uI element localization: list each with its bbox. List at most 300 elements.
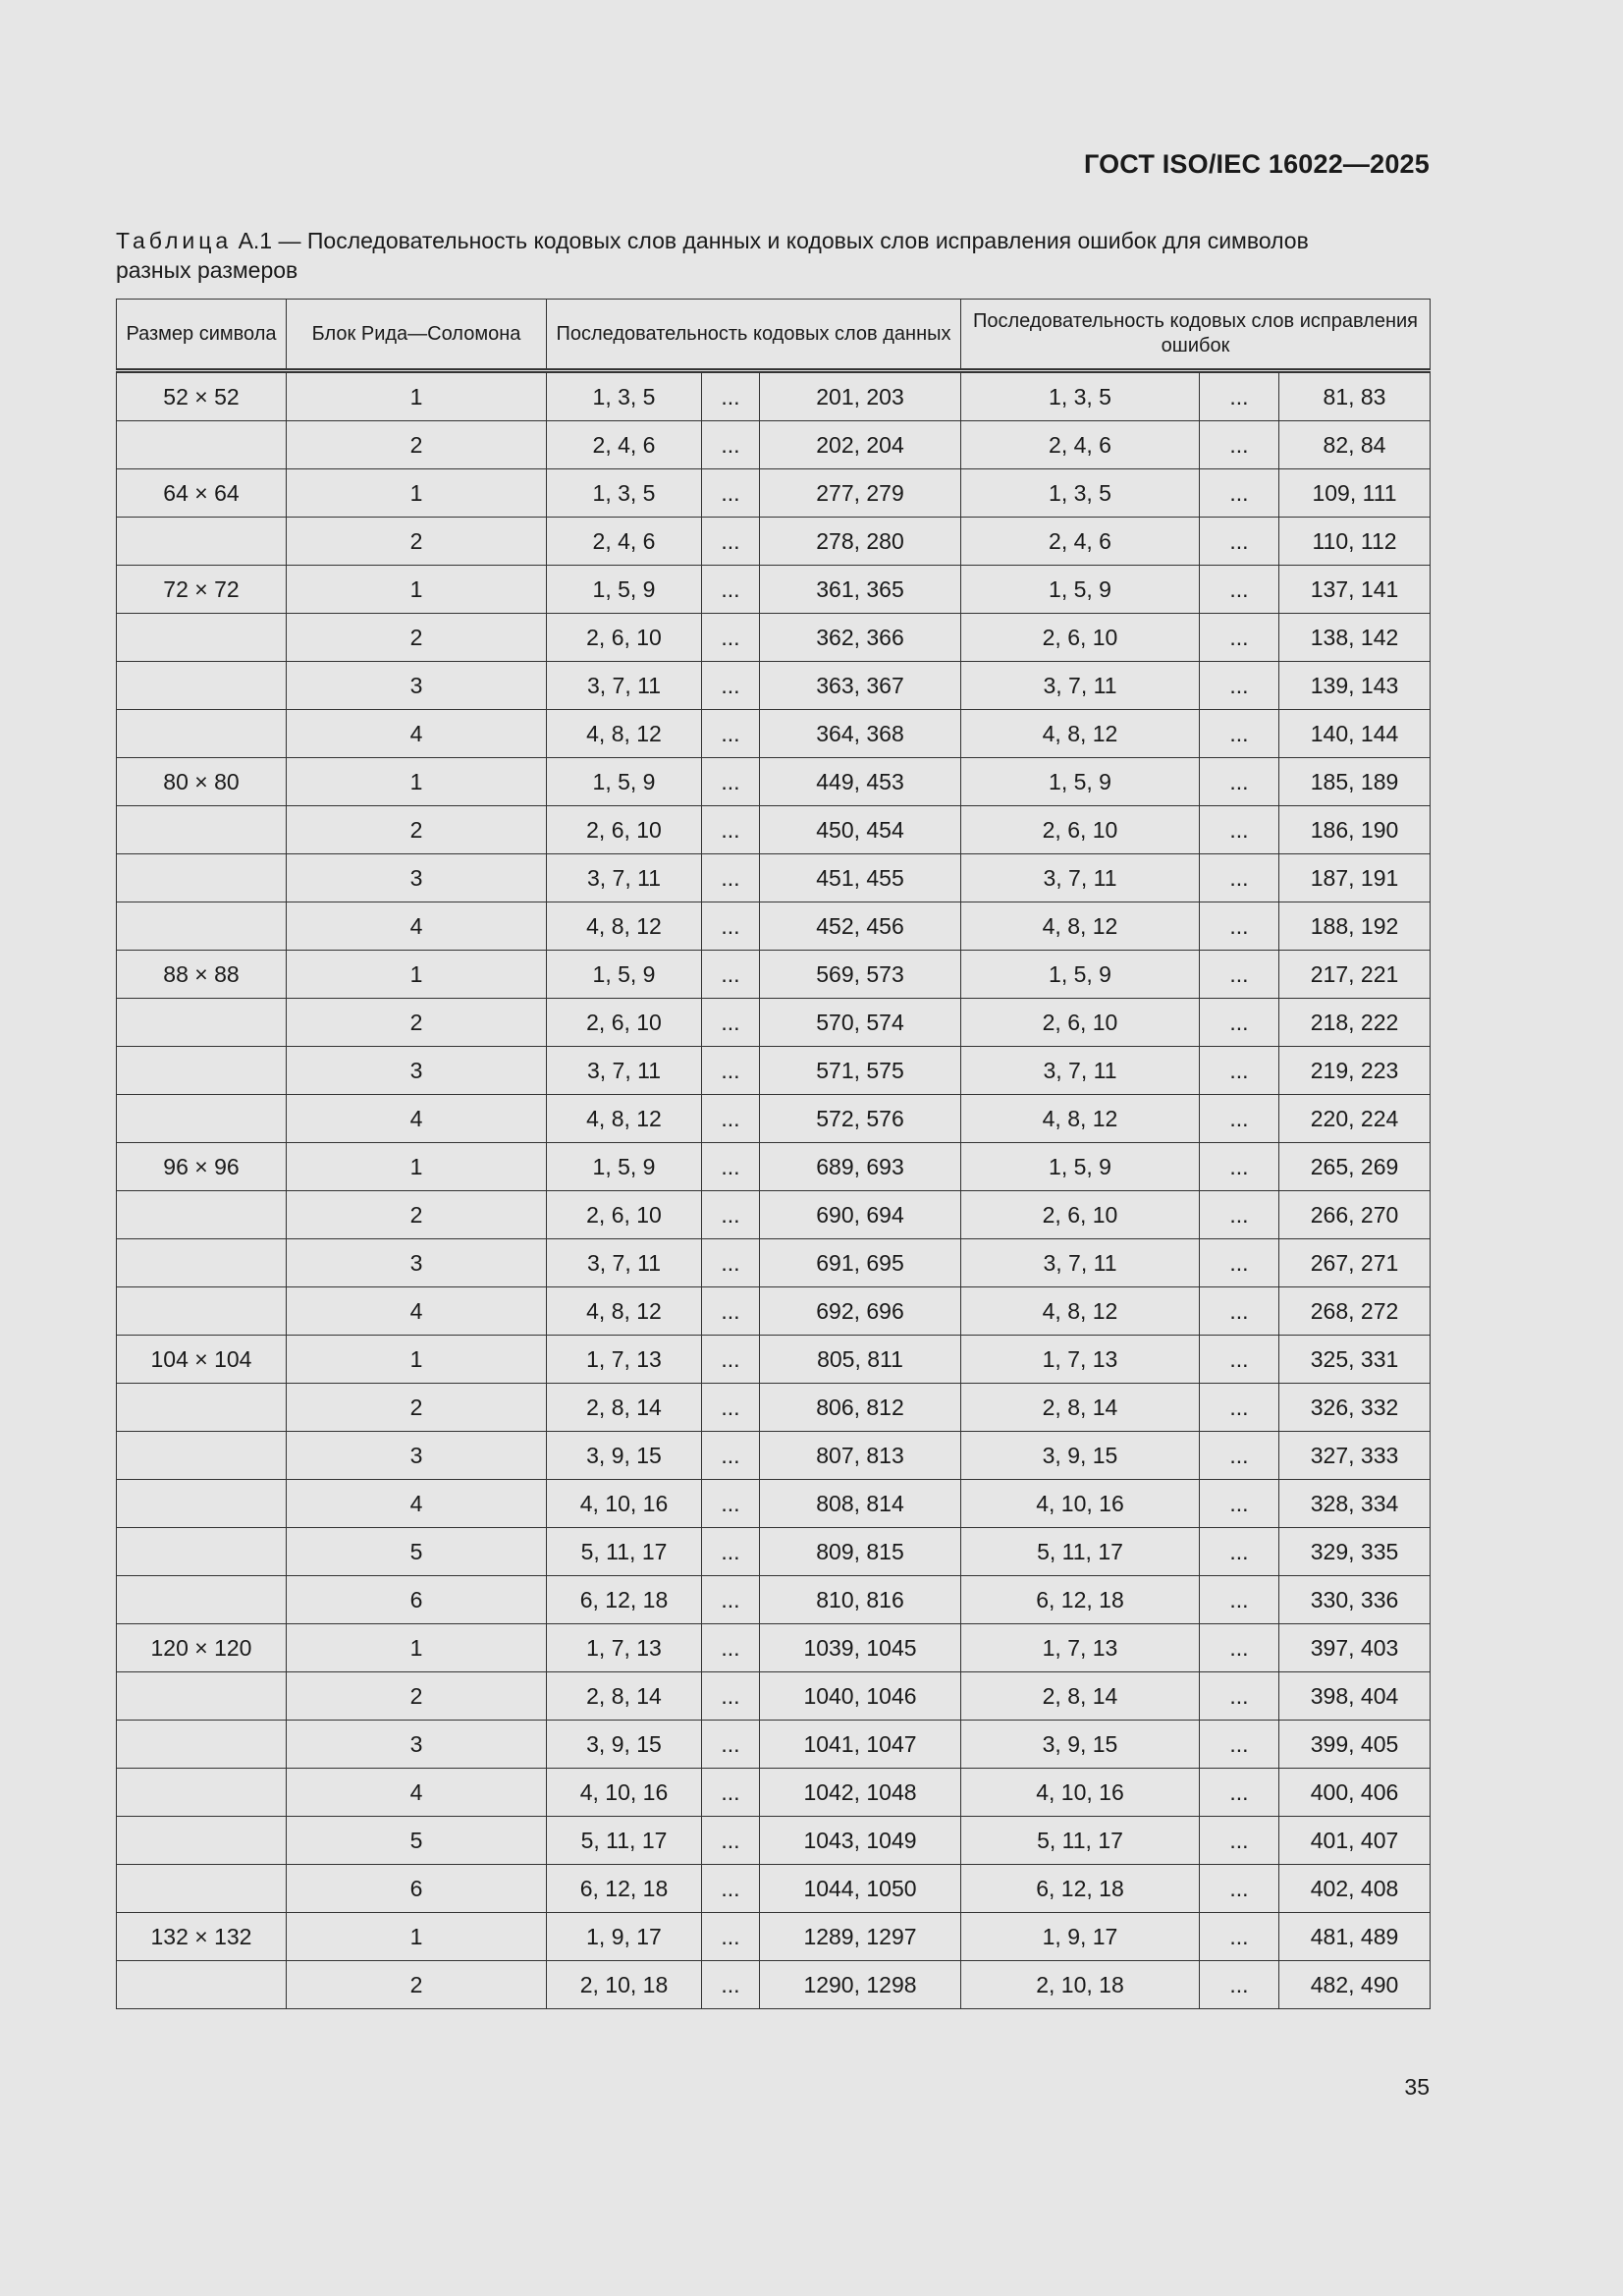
cell-rs-block: 6 [287,1865,547,1913]
cell-data-end: 806, 812 [760,1384,961,1432]
cell-data-end: 805, 811 [760,1336,961,1384]
cell-data-end: 362, 366 [760,614,961,662]
cell-ecc-ellipsis: ... [1200,999,1279,1047]
cell-ecc-start: 4, 8, 12 [961,710,1200,758]
cell-ecc-end: 326, 332 [1279,1384,1431,1432]
cell-rs-block: 1 [287,566,547,614]
cell-data-start: 4, 8, 12 [547,1287,702,1336]
cell-ecc-end: 81, 83 [1279,371,1431,421]
cell-ecc-start: 2, 10, 18 [961,1961,1200,2009]
table-row [117,1865,1431,1913]
cell-data-end: 363, 367 [760,662,961,710]
cell-ecc-end: 268, 272 [1279,1287,1431,1336]
cell-rs-block: 3 [287,1239,547,1287]
cell-symbol-size [117,1528,287,1576]
cell-data-end: 277, 279 [760,469,961,518]
cell-ecc-ellipsis: ... [1200,662,1279,710]
cell-data-end: 809, 815 [760,1528,961,1576]
cell-rs-block: 3 [287,854,547,902]
cell-data-start: 3, 7, 11 [547,662,702,710]
cell-symbol-size [117,518,287,566]
table-row [117,710,1431,758]
cell-ecc-end: 188, 192 [1279,902,1431,951]
cell-ecc-ellipsis: ... [1200,1047,1279,1095]
cell-ecc-end: 265, 269 [1279,1143,1431,1191]
cell-rs-block: 4 [287,1095,547,1143]
table-row [117,1961,1431,2009]
cell-data-ellipsis: ... [702,999,760,1047]
caption-label: Таблица [116,228,233,253]
table-row [117,1191,1431,1239]
cell-ecc-start: 5, 11, 17 [961,1528,1200,1576]
cell-data-ellipsis: ... [702,902,760,951]
cell-data-end: 1039, 1045 [760,1624,961,1672]
cell-data-start: 1, 5, 9 [547,758,702,806]
cell-ecc-end: 398, 404 [1279,1672,1431,1721]
table-row [117,662,1431,710]
table-row [117,1576,1431,1624]
cell-data-end: 810, 816 [760,1576,961,1624]
cell-ecc-end: 110, 112 [1279,518,1431,566]
cell-ecc-end: 481, 489 [1279,1913,1431,1961]
document-header: ГОСТ ISO/IEC 16022—2025 [1083,149,1430,179]
cell-ecc-end: 218, 222 [1279,999,1431,1047]
cell-ecc-start: 1, 7, 13 [961,1336,1200,1384]
cell-ecc-start: 1, 9, 17 [961,1913,1200,1961]
cell-ecc-start: 3, 7, 11 [961,854,1200,902]
cell-rs-block: 2 [287,1384,547,1432]
cell-ecc-start: 1, 5, 9 [961,758,1200,806]
table-header-row [117,300,1431,371]
cell-data-end: 449, 453 [760,758,961,806]
cell-ecc-start: 1, 5, 9 [961,1143,1200,1191]
cell-data-ellipsis: ... [702,1576,760,1624]
cell-data-start: 2, 8, 14 [547,1384,702,1432]
cell-ecc-ellipsis: ... [1200,1095,1279,1143]
table-row [117,806,1431,854]
cell-data-start: 3, 7, 11 [547,1239,702,1287]
cell-data-ellipsis: ... [702,1961,760,2009]
cell-ecc-ellipsis: ... [1200,1913,1279,1961]
page-number: 35 [1404,2074,1430,2100]
table-row [117,421,1431,469]
cell-ecc-ellipsis: ... [1200,1624,1279,1672]
cell-rs-block: 4 [287,1769,547,1817]
cell-ecc-end: 400, 406 [1279,1769,1431,1817]
cell-ecc-ellipsis: ... [1200,371,1279,421]
cell-rs-block: 1 [287,371,547,421]
table-row [117,1624,1431,1672]
cell-symbol-size [117,1672,287,1721]
table-row [117,1432,1431,1480]
cell-rs-block: 1 [287,758,547,806]
cell-symbol-size [117,710,287,758]
cell-rs-block: 5 [287,1528,547,1576]
cell-ecc-ellipsis: ... [1200,1769,1279,1817]
cell-ecc-end: 139, 143 [1279,662,1431,710]
cell-rs-block: 1 [287,1143,547,1191]
cell-ecc-start: 5, 11, 17 [961,1817,1200,1865]
cell-ecc-start: 1, 5, 9 [961,951,1200,999]
cell-data-start: 2, 4, 6 [547,421,702,469]
table-row [117,758,1431,806]
cell-data-start: 1, 7, 13 [547,1624,702,1672]
cell-symbol-size: 80 × 80 [117,758,287,806]
cell-ecc-end: 397, 403 [1279,1624,1431,1672]
cell-data-end: 690, 694 [760,1191,961,1239]
table-row [117,1287,1431,1336]
cell-data-ellipsis: ... [702,518,760,566]
cell-data-end: 1041, 1047 [760,1721,961,1769]
cell-rs-block: 1 [287,1913,547,1961]
table-row [117,614,1431,662]
cell-rs-block: 1 [287,1336,547,1384]
cell-ecc-end: 399, 405 [1279,1721,1431,1769]
cell-ecc-ellipsis: ... [1200,854,1279,902]
table-row [117,902,1431,951]
cell-data-ellipsis: ... [702,1336,760,1384]
cell-ecc-ellipsis: ... [1200,1287,1279,1336]
table-body [117,371,1431,2009]
cell-ecc-ellipsis: ... [1200,1865,1279,1913]
table-row [117,854,1431,902]
cell-ecc-start: 1, 3, 5 [961,469,1200,518]
cell-symbol-size [117,1961,287,2009]
cell-ecc-ellipsis: ... [1200,1528,1279,1576]
cell-data-end: 691, 695 [760,1239,961,1287]
cell-data-start: 1, 5, 9 [547,1143,702,1191]
cell-ecc-start: 2, 4, 6 [961,421,1200,469]
cell-data-start: 2, 4, 6 [547,518,702,566]
cell-symbol-size [117,1191,287,1239]
cell-symbol-size: 120 × 120 [117,1624,287,1672]
cell-ecc-ellipsis: ... [1200,1961,1279,2009]
cell-ecc-start: 2, 6, 10 [961,1191,1200,1239]
cell-rs-block: 3 [287,662,547,710]
cell-ecc-ellipsis: ... [1200,1672,1279,1721]
cell-ecc-end: 185, 189 [1279,758,1431,806]
table-row [117,951,1431,999]
cell-symbol-size: 64 × 64 [117,469,287,518]
cell-data-start: 2, 6, 10 [547,614,702,662]
table-row [117,1721,1431,1769]
cell-data-ellipsis: ... [702,1191,760,1239]
cell-data-ellipsis: ... [702,371,760,421]
cell-ecc-start: 3, 9, 15 [961,1432,1200,1480]
table-row [117,1095,1431,1143]
cell-rs-block: 2 [287,999,547,1047]
cell-data-start: 3, 7, 11 [547,1047,702,1095]
cell-ecc-end: 330, 336 [1279,1576,1431,1624]
cell-rs-block: 2 [287,1672,547,1721]
cell-data-start: 2, 6, 10 [547,806,702,854]
cell-symbol-size [117,1239,287,1287]
cell-rs-block: 1 [287,469,547,518]
cell-ecc-end: 329, 335 [1279,1528,1431,1576]
cell-data-ellipsis: ... [702,1047,760,1095]
cell-ecc-end: 327, 333 [1279,1432,1431,1480]
cell-ecc-end: 325, 331 [1279,1336,1431,1384]
cell-data-ellipsis: ... [702,758,760,806]
cell-ecc-ellipsis: ... [1200,518,1279,566]
cell-data-ellipsis: ... [702,1143,760,1191]
cell-ecc-end: 138, 142 [1279,614,1431,662]
cell-rs-block: 4 [287,1480,547,1528]
header-data-sequence: Последовательность кодовых слов данных [547,300,961,371]
cell-data-end: 807, 813 [760,1432,961,1480]
cell-ecc-ellipsis: ... [1200,1817,1279,1865]
cell-ecc-end: 267, 271 [1279,1239,1431,1287]
cell-ecc-end: 220, 224 [1279,1095,1431,1143]
cell-ecc-ellipsis: ... [1200,1336,1279,1384]
table-row [117,1480,1431,1528]
cell-data-end: 808, 814 [760,1480,961,1528]
cell-data-end: 1042, 1048 [760,1769,961,1817]
cell-symbol-size [117,902,287,951]
cell-data-end: 1290, 1298 [760,1961,961,2009]
cell-ecc-ellipsis: ... [1200,1721,1279,1769]
cell-symbol-size: 72 × 72 [117,566,287,614]
cell-data-end: 202, 204 [760,421,961,469]
cell-symbol-size: 104 × 104 [117,1336,287,1384]
cell-rs-block: 2 [287,421,547,469]
cell-ecc-ellipsis: ... [1200,566,1279,614]
cell-ecc-start: 3, 7, 11 [961,1047,1200,1095]
cell-rs-block: 3 [287,1432,547,1480]
cell-data-ellipsis: ... [702,421,760,469]
cell-ecc-start: 3, 7, 11 [961,662,1200,710]
cell-symbol-size: 132 × 132 [117,1913,287,1961]
cell-data-start: 3, 9, 15 [547,1721,702,1769]
cell-ecc-end: 401, 407 [1279,1817,1431,1865]
cell-data-ellipsis: ... [702,1480,760,1528]
cell-rs-block: 6 [287,1576,547,1624]
cell-rs-block: 4 [287,710,547,758]
cell-symbol-size [117,662,287,710]
cell-ecc-ellipsis: ... [1200,758,1279,806]
cell-data-end: 1040, 1046 [760,1672,961,1721]
cell-ecc-ellipsis: ... [1200,1480,1279,1528]
cell-data-start: 2, 6, 10 [547,999,702,1047]
cell-ecc-end: 187, 191 [1279,854,1431,902]
cell-symbol-size [117,1721,287,1769]
cell-ecc-start: 3, 9, 15 [961,1721,1200,1769]
cell-ecc-ellipsis: ... [1200,710,1279,758]
table-row [117,1384,1431,1432]
cell-data-end: 572, 576 [760,1095,961,1143]
cell-data-end: 452, 456 [760,902,961,951]
table-row [117,1239,1431,1287]
cell-symbol-size [117,1769,287,1817]
cell-data-ellipsis: ... [702,1095,760,1143]
cell-data-ellipsis: ... [702,710,760,758]
cell-symbol-size: 88 × 88 [117,951,287,999]
cell-ecc-end: 217, 221 [1279,951,1431,999]
codeword-sequence-table [116,299,1431,2009]
cell-symbol-size [117,421,287,469]
cell-rs-block: 2 [287,1961,547,2009]
cell-rs-block: 1 [287,1624,547,1672]
cell-data-ellipsis: ... [702,1239,760,1287]
cell-data-ellipsis: ... [702,1865,760,1913]
cell-data-end: 692, 696 [760,1287,961,1336]
cell-data-ellipsis: ... [702,854,760,902]
cell-ecc-ellipsis: ... [1200,1239,1279,1287]
cell-rs-block: 3 [287,1047,547,1095]
cell-ecc-start: 2, 4, 6 [961,518,1200,566]
cell-ecc-ellipsis: ... [1200,951,1279,999]
cell-rs-block: 2 [287,1191,547,1239]
cell-ecc-ellipsis: ... [1200,1384,1279,1432]
cell-data-end: 361, 365 [760,566,961,614]
cell-ecc-end: 140, 144 [1279,710,1431,758]
cell-symbol-size [117,1095,287,1143]
cell-data-end: 1289, 1297 [760,1913,961,1961]
cell-symbol-size [117,999,287,1047]
header-rs-block: Блок Рида—Соломона [287,300,547,371]
cell-ecc-start: 2, 8, 14 [961,1384,1200,1432]
cell-data-ellipsis: ... [702,806,760,854]
cell-rs-block: 1 [287,951,547,999]
cell-symbol-size [117,1576,287,1624]
cell-rs-block: 4 [287,1287,547,1336]
cell-data-start: 6, 12, 18 [547,1865,702,1913]
cell-data-start: 1, 9, 17 [547,1913,702,1961]
table-caption [116,226,1430,285]
cell-data-start: 5, 11, 17 [547,1528,702,1576]
cell-ecc-ellipsis: ... [1200,614,1279,662]
cell-ecc-start: 3, 7, 11 [961,1239,1200,1287]
cell-ecc-start: 6, 12, 18 [961,1865,1200,1913]
table-row [117,566,1431,614]
cell-data-ellipsis: ... [702,1769,760,1817]
cell-data-start: 4, 10, 16 [547,1769,702,1817]
cell-data-end: 1043, 1049 [760,1817,961,1865]
cell-symbol-size [117,806,287,854]
header-symbol-size: Размер символа [117,300,287,371]
cell-ecc-start: 4, 8, 12 [961,902,1200,951]
cell-data-ellipsis: ... [702,1672,760,1721]
cell-rs-block: 3 [287,1721,547,1769]
cell-ecc-start: 2, 6, 10 [961,806,1200,854]
cell-data-ellipsis: ... [702,1721,760,1769]
cell-data-ellipsis: ... [702,1817,760,1865]
table-row [117,1143,1431,1191]
cell-data-ellipsis: ... [702,1528,760,1576]
cell-symbol-size [117,1865,287,1913]
cell-ecc-end: 82, 84 [1279,421,1431,469]
cell-ecc-end: 266, 270 [1279,1191,1431,1239]
cell-data-end: 569, 573 [760,951,961,999]
cell-symbol-size [117,1384,287,1432]
cell-ecc-start: 1, 3, 5 [961,371,1200,421]
cell-ecc-end: 109, 111 [1279,469,1431,518]
cell-ecc-end: 402, 408 [1279,1865,1431,1913]
table-row [117,371,1431,421]
cell-data-end: 570, 574 [760,999,961,1047]
cell-ecc-end: 137, 141 [1279,566,1431,614]
cell-ecc-ellipsis: ... [1200,1191,1279,1239]
cell-data-start: 4, 8, 12 [547,902,702,951]
cell-ecc-start: 6, 12, 18 [961,1576,1200,1624]
cell-data-ellipsis: ... [702,469,760,518]
table-row [117,1672,1431,1721]
cell-data-ellipsis: ... [702,951,760,999]
cell-data-ellipsis: ... [702,662,760,710]
cell-ecc-ellipsis: ... [1200,1143,1279,1191]
table-row [117,518,1431,566]
cell-data-ellipsis: ... [702,1624,760,1672]
cell-data-start: 3, 9, 15 [547,1432,702,1480]
cell-symbol-size: 96 × 96 [117,1143,287,1191]
cell-symbol-size [117,1480,287,1528]
cell-data-end: 364, 368 [760,710,961,758]
cell-data-start: 1, 5, 9 [547,951,702,999]
cell-symbol-size: 52 × 52 [117,371,287,421]
cell-data-end: 451, 455 [760,854,961,902]
cell-data-start: 1, 3, 5 [547,469,702,518]
table-row [117,1047,1431,1095]
table-row [117,1913,1431,1961]
cell-ecc-ellipsis: ... [1200,1576,1279,1624]
cell-ecc-start: 2, 8, 14 [961,1672,1200,1721]
cell-rs-block: 2 [287,518,547,566]
cell-ecc-start: 2, 6, 10 [961,614,1200,662]
cell-data-ellipsis: ... [702,566,760,614]
cell-symbol-size [117,1432,287,1480]
cell-ecc-start: 4, 10, 16 [961,1480,1200,1528]
cell-symbol-size [117,614,287,662]
cell-ecc-start: 4, 8, 12 [961,1287,1200,1336]
cell-data-ellipsis: ... [702,1384,760,1432]
cell-symbol-size [117,854,287,902]
cell-data-start: 2, 8, 14 [547,1672,702,1721]
cell-rs-block: 2 [287,806,547,854]
table-row [117,999,1431,1047]
cell-data-start: 5, 11, 17 [547,1817,702,1865]
cell-data-start: 2, 6, 10 [547,1191,702,1239]
cell-data-end: 1044, 1050 [760,1865,961,1913]
header-ecc-sequence: Последовательность кодовых слов исправления ошибок [961,300,1431,371]
cell-symbol-size [117,1047,287,1095]
cell-ecc-ellipsis: ... [1200,421,1279,469]
cell-rs-block: 4 [287,902,547,951]
cell-ecc-end: 328, 334 [1279,1480,1431,1528]
cell-data-start: 3, 7, 11 [547,854,702,902]
caption-text-line2: разных размеров [116,257,298,283]
cell-data-ellipsis: ... [702,1432,760,1480]
table-row [117,1336,1431,1384]
cell-data-ellipsis: ... [702,1287,760,1336]
cell-ecc-start: 2, 6, 10 [961,999,1200,1047]
cell-data-start: 4, 8, 12 [547,1095,702,1143]
cell-data-start: 1, 3, 5 [547,371,702,421]
table-row [117,1528,1431,1576]
cell-ecc-ellipsis: ... [1200,469,1279,518]
cell-data-ellipsis: ... [702,614,760,662]
cell-ecc-end: 186, 190 [1279,806,1431,854]
cell-ecc-start: 4, 8, 12 [961,1095,1200,1143]
cell-data-end: 450, 454 [760,806,961,854]
cell-data-end: 278, 280 [760,518,961,566]
cell-ecc-start: 1, 5, 9 [961,566,1200,614]
cell-ecc-ellipsis: ... [1200,806,1279,854]
cell-ecc-start: 1, 7, 13 [961,1624,1200,1672]
cell-rs-block: 5 [287,1817,547,1865]
table-row [117,469,1431,518]
cell-ecc-ellipsis: ... [1200,1432,1279,1480]
cell-ecc-start: 4, 10, 16 [961,1769,1200,1817]
